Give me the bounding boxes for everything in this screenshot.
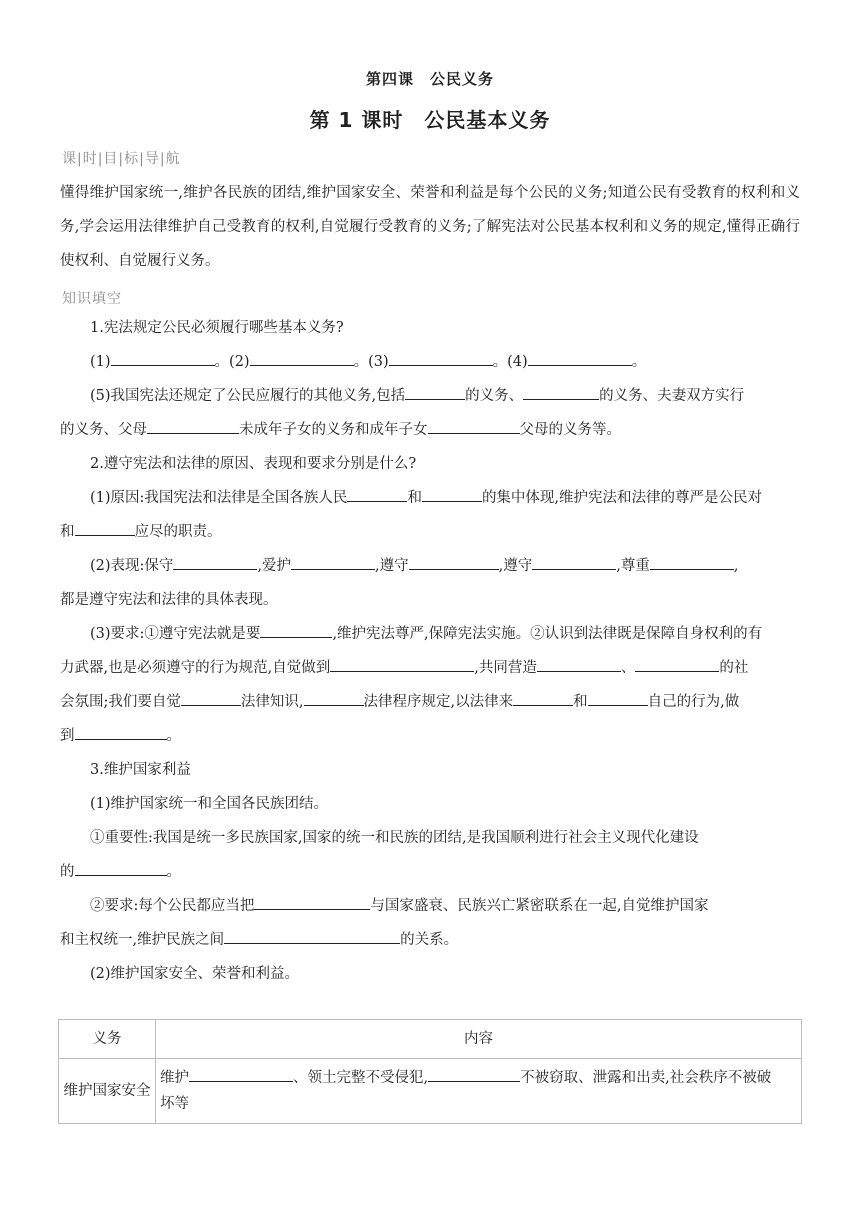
answer-blank[interactable] — [75, 861, 167, 876]
q3-requirement: ②要求:每个公民都应当把 与国家盛衰、民族兴亡紧密联系在一起,自觉维护国家 — [60, 889, 800, 923]
q1-items: (1) 。(2) 。(3) 。(4) 。 — [60, 345, 800, 379]
answer-blank[interactable] — [330, 657, 474, 672]
table-header-content: 内容 — [156, 1020, 802, 1059]
q2-requirement-cont3: 到 。 — [60, 719, 800, 753]
q2-requirement-cont2: 会氛围;我们要自觉 法律知识, 法律程序规定,以法律来 和 自己的行为,做 — [60, 685, 800, 719]
q3-sub1: (1)维护国家统一和全国各民族团结。 — [90, 796, 329, 812]
q3-question: 3.维护国家利益 — [90, 762, 191, 778]
q1-other-duties: (5)我国宪法还规定了公民应履行的其他义务,包括 的义务、 的义务、夫妻双方实行 — [60, 379, 800, 413]
q3-importance-cont: 的 。 — [60, 855, 800, 889]
answer-blank[interactable] — [347, 487, 407, 502]
q2-question: 2.遵守宪法和法律的原因、表现和要求分别是什么? — [90, 456, 417, 472]
section-label-goals: 课|时|目|标|导|航 — [62, 151, 181, 167]
answer-blank[interactable] — [532, 555, 616, 570]
q1-other-duties-cont: 的义务、父母 未成年子女的义务和成年子女 父母的义务等。 — [60, 413, 800, 447]
answer-blank[interactable] — [254, 895, 370, 910]
answer-blank[interactable] — [75, 725, 167, 740]
q2-reason: (1)原因:我国宪法和法律是全国各族人民 和 的集中体现,维护宪法和法律的尊严是公民对 — [60, 481, 800, 515]
q1-question: 1.宪法规定公民必须履行哪些基本义务? — [90, 320, 344, 336]
answer-blank[interactable] — [173, 555, 257, 570]
q2-manifest-cont: 都是遵守宪法和法律的具体表现。 — [60, 592, 278, 608]
answer-blank[interactable] — [111, 351, 215, 366]
table-row — [59, 1059, 802, 1124]
goals-paragraph: 懂得维护国家统一,维护各民族的团结,维护国家安全、荣誉和利益是每个公民的义务;知道公民有受教育的权利和义务,学会运用法律维护自己受教育的权利,自觉履行受教育的义务;了解宪法对公民基本权利和义务的规定,懂得正确行使权利、自觉履行义务。 — [60, 185, 800, 269]
answer-blank[interactable] — [250, 351, 354, 366]
table-cell-content: 维护 、领土完整不受侵犯, 不被窃取、泄露和出卖,社会秩序不被破 坏等 — [156, 1059, 802, 1124]
answer-blank[interactable] — [537, 657, 621, 672]
duties-table — [58, 1019, 802, 1124]
answer-blank[interactable] — [635, 657, 719, 672]
answer-blank[interactable] — [147, 419, 239, 434]
answer-blank[interactable] — [513, 691, 573, 706]
q3-requirement-cont: 和主权统一,维护民族之间 的关系。 — [60, 923, 800, 957]
answer-blank[interactable] — [224, 929, 400, 944]
answer-blank[interactable] — [588, 691, 648, 706]
table-cell-duty: 维护国家安全 — [59, 1059, 156, 1124]
answer-blank[interactable] — [189, 1067, 293, 1082]
lesson-heading: 第四课 公民义务 — [365, 70, 494, 88]
answer-blank[interactable] — [422, 487, 482, 502]
section-label-fill: 知识填空 — [62, 291, 122, 307]
answer-blank[interactable] — [409, 555, 499, 570]
answer-blank[interactable] — [304, 691, 364, 706]
page-title: 第 1 课时 公民基本义务 — [309, 108, 551, 132]
answer-blank[interactable] — [428, 1067, 520, 1082]
q3-sub2: (2)维护国家安全、荣誉和利益。 — [90, 966, 300, 982]
answer-blank[interactable] — [523, 385, 599, 400]
answer-blank[interactable] — [428, 419, 520, 434]
q2-reason-cont: 和 应尽的职责。 — [60, 515, 800, 549]
q2-requirement-cont1: 力武器,也是必须遵守的行为规范,自觉做到 ,共同营造 、 的社 — [60, 651, 800, 685]
q2-requirement: (3)要求:①遵守宪法就是要 ,维护宪法尊严,保障宪法实施。②认识到法律既是保障自身权利的有 — [60, 617, 800, 651]
answer-blank[interactable] — [389, 351, 493, 366]
q3-importance: ①重要性:我国是统一多民族国家,国家的统一和民族的团结,是我国顺利进行社会主义现代化建设 — [90, 830, 699, 846]
table-header-duty: 义务 — [59, 1020, 156, 1059]
q2-manifest: (2)表现:保守 ,爱护 ,遵守 ,遵守 ,尊重 , — [60, 549, 800, 583]
answer-blank[interactable] — [405, 385, 465, 400]
table-header-row — [59, 1020, 802, 1059]
answer-blank[interactable] — [260, 623, 332, 638]
answer-blank[interactable] — [650, 555, 734, 570]
answer-blank[interactable] — [181, 691, 241, 706]
answer-blank[interactable] — [528, 351, 632, 366]
answer-blank[interactable] — [75, 521, 135, 536]
answer-blank[interactable] — [291, 555, 375, 570]
